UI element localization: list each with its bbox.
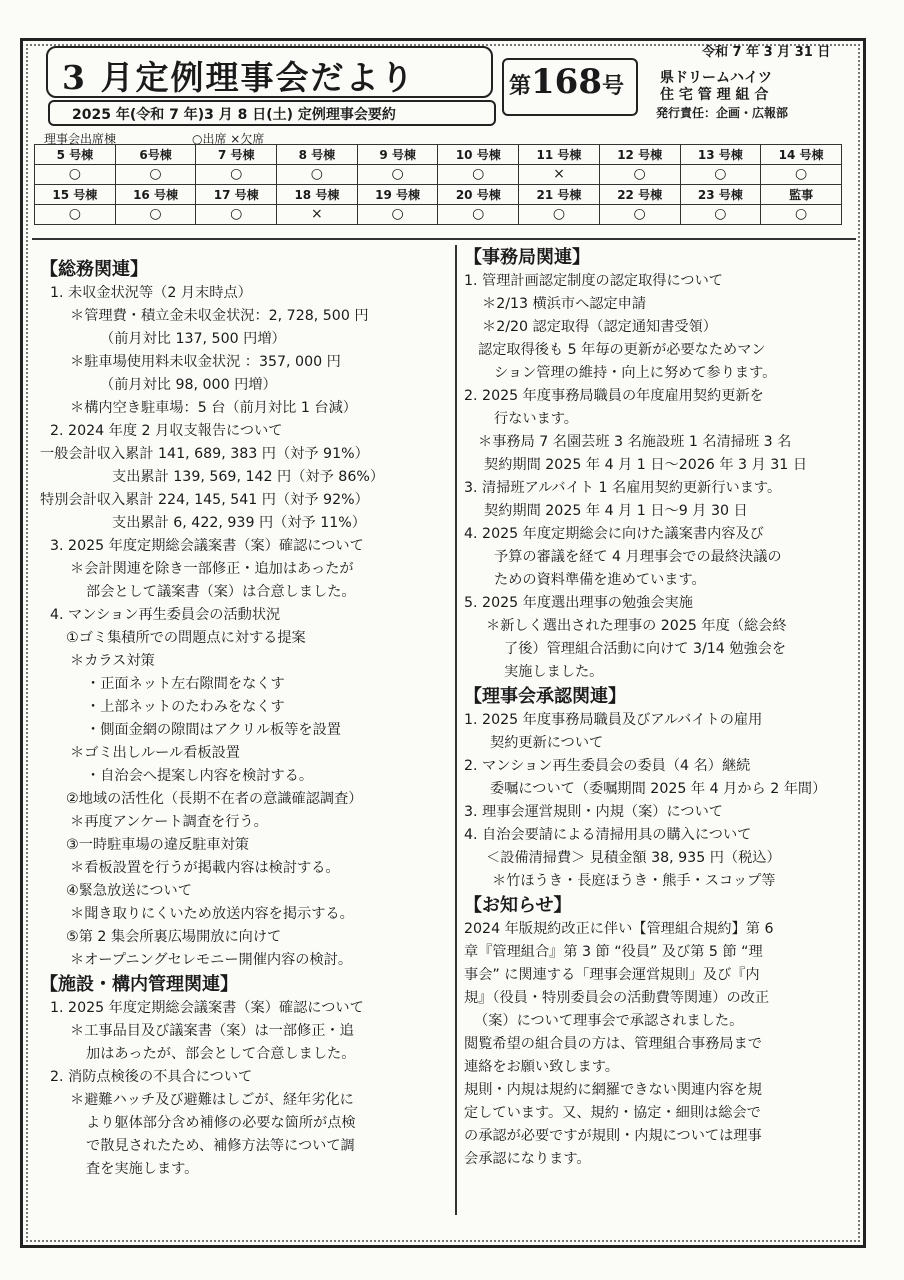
text-line: 一般会計収入累計 141, 689, 383 円（対予 91%）: [40, 446, 369, 462]
text-line: 3. 2025 年度定期総会議案書（案）確認について: [50, 538, 364, 554]
building-name: 11 号棟: [519, 145, 600, 165]
text-line: ＊工事品目及び議案書（案）は一部修正・追: [70, 1023, 354, 1039]
section-divider: [32, 238, 856, 240]
text-line: ①ゴミ集積所での問題点に対する提案: [66, 630, 306, 646]
text-line: 加はあったが、部会として合意しました。: [86, 1046, 356, 1062]
attendance-mark: ×: [277, 205, 358, 225]
text-line: 2. マンション再生委員会の委員（4 名）継続: [464, 758, 751, 774]
building-name: 19 号棟: [357, 185, 438, 205]
text-line: 2. 2024 年度 2 月収支報告について: [50, 423, 283, 439]
text-line: 事会” に関連する「理事会運営規則」及び『内: [464, 967, 760, 983]
organization-name: 県ドリームハイツ 住 宅 管 理 組 合: [660, 70, 772, 103]
text-line: 4. 2025 年度定期総会に向けた議案書内容及び: [464, 526, 764, 542]
text-line: 4. 自治会要請による清掃用具の購入について: [464, 827, 752, 843]
building-name: 22 号棟: [599, 185, 680, 205]
attendance-mark: ○: [680, 205, 761, 225]
text-line: 規則・内規は規約に網羅できない関連内容を規: [464, 1082, 762, 1098]
building-name: 18 号棟: [277, 185, 358, 205]
building-name: 20 号棟: [438, 185, 519, 205]
text-line: ⑤第 2 集会所裏広場開放に向けて: [66, 929, 282, 945]
text-line: 部会として議案書（案）は合意しました。: [86, 584, 356, 600]
building-name: 6号棟: [115, 145, 196, 165]
text-line: ＊ゴミ出しルール看板設置: [70, 745, 240, 761]
attendance-mark: ○: [115, 165, 196, 185]
text-line: 規』（役員・特別委員会の活動費等関連）の改正: [464, 990, 770, 1006]
building-name: 9 号棟: [357, 145, 438, 165]
text-line: 会承認になります。: [464, 1151, 591, 1167]
text-line: 閲覧希望の組合員の方は、管理組合事務局まで: [464, 1036, 762, 1052]
text-line: 1. 2025 年度定期総会議案書（案）確認について: [50, 1000, 364, 1016]
text-line: 査を実施します。: [86, 1161, 199, 1177]
attendance-mark: ○: [599, 165, 680, 185]
attendance-mark: ○: [115, 205, 196, 225]
text-line: 1. 未収金状況等（2 月末時点）: [50, 285, 252, 301]
building-name: 17 号棟: [196, 185, 277, 205]
text-line: ＊2/20 認定取得（認定通知書受領）: [482, 319, 717, 335]
text-line: ＊会計関連を除き一部修正・追加はあったが: [70, 561, 354, 577]
text-line: ための資料準備を進めています。: [494, 572, 706, 588]
text-line: 支出累計 139, 569, 142 円（対予 86%）: [112, 469, 385, 485]
text-line: ＊避難ハッチ及び避難はしごが、経年劣化に: [70, 1092, 354, 1108]
attendance-mark: ○: [196, 165, 277, 185]
text-line: 3. 清掃班アルバイト 1 名雇用契約更新行います。: [464, 480, 782, 496]
text-line: 特別会計収入累計 224, 145, 541 円（対予 92%）: [40, 492, 369, 508]
text-line: 2. 2025 年度事務局職員の年度雇用契約更新を: [464, 388, 764, 404]
section-heading: 【理事会承認関連】: [464, 686, 626, 707]
text-line: 予算の審議を経て 4 月理事会での最終決議の: [494, 549, 782, 565]
text-line: 行ないます。: [494, 411, 578, 427]
attendance-mark: ○: [761, 165, 842, 185]
text-line: 契約更新について: [490, 735, 604, 751]
text-line: ・側面金網の隙間はアクリル板等を設置: [86, 722, 341, 738]
attendance-mark: ○: [357, 205, 438, 225]
building-name: 7 号棟: [196, 145, 277, 165]
building-name: 8 号棟: [277, 145, 358, 165]
attendance-caption: 理事会出席棟 ○出席 ×欠席: [44, 132, 265, 146]
text-line: 1. 2025 年度事務局職員及びアルバイトの雇用: [464, 712, 763, 728]
text-line: 3. 理事会運営規則・内規（案）について: [464, 804, 723, 820]
text-line: 認定取得後も 5 年毎の更新が必要なためマン: [478, 342, 766, 358]
text-line: 実施しました。: [504, 664, 604, 680]
building-name: 監事: [761, 185, 842, 205]
text-line: ＊事務局 7 名園芸班 3 名施設班 1 名清掃班 3 名: [478, 434, 792, 450]
column-divider: [455, 245, 457, 1215]
right-column: [464, 245, 856, 1171]
text-line: ②地域の活性化（長期不在者の意識確認調査）: [66, 791, 363, 807]
text-line: ＊2/13 横浜市へ認定申請: [482, 296, 647, 312]
section-heading: 【事務局関連】: [464, 247, 590, 268]
attendance-mark: ○: [196, 205, 277, 225]
text-line: 契約期間 2025 年 4 月 1 日〜9 月 30 日: [484, 503, 748, 519]
building-name: 16 号棟: [115, 185, 196, 205]
text-line: 2024 年版規約改正に伴い【管理組合規約】第 6: [464, 921, 774, 937]
text-line: ＊新しく選出された理事の 2025 年度（総会終: [486, 618, 787, 634]
text-line: 契約期間 2025 年 4 月 1 日〜2026 年 3 月 31 日: [484, 457, 808, 473]
text-line: ・自治会へ提案し内容を検討する。: [86, 768, 314, 784]
text-line: ＊管理費・積立金未収金状況：2, 728, 500 円: [70, 308, 369, 324]
building-name: 12 号棟: [599, 145, 680, 165]
text-line: （案）について理事会で承認されました。: [474, 1013, 744, 1029]
attendance-mark: ○: [357, 165, 438, 185]
text-line: 連絡をお願い致します。: [464, 1059, 619, 1075]
publisher-responsible: 発行責任：企画・広報部: [656, 106, 789, 120]
text-line: より躯体部分含め補修の必要な箇所が点検: [86, 1115, 356, 1131]
text-line: 章『管理組合』第 3 節 “役員” 及び第 5 節 “理: [464, 944, 763, 960]
building-name: 13 号棟: [680, 145, 761, 165]
text-line: ＊カラス対策: [70, 653, 155, 669]
building-name: 23 号棟: [680, 185, 761, 205]
attendance-mark: ○: [35, 165, 116, 185]
text-line: 1. 管理計画認定制度の認定取得について: [464, 273, 723, 289]
section-heading: 【お知らせ】: [464, 895, 572, 916]
building-name: 15 号棟: [35, 185, 116, 205]
issue-date: 令和 7 年 3 月 31 日: [702, 45, 831, 60]
text-line: （前月対比 98, 000 円増）: [100, 377, 277, 393]
section-heading: 【総務関連】: [40, 259, 148, 280]
attendance-mark: ○: [519, 205, 600, 225]
attendance-mark: ○: [35, 205, 116, 225]
text-line: 2. 消防点検後の不具合について: [50, 1069, 253, 1085]
left-column: [40, 257, 450, 1181]
attendance-mark: ○: [277, 165, 358, 185]
text-line: ③一時駐車場の違反駐車対策: [66, 837, 249, 853]
newsletter-title: 3 月定例理事会だより: [62, 58, 416, 97]
text-line: 定しています。又、規約・協定・細則は総会で: [464, 1105, 761, 1121]
text-line: ＊駐車場使用料未収金状況 ：357, 000 円: [70, 354, 341, 370]
text-line: ＊竹ほうき・長庭ほうき・熊手・スコップ等: [492, 873, 776, 889]
attendance-mark: ○: [438, 205, 519, 225]
text-line: ＊看板設置を行うが掲載内容は検討する。: [70, 860, 340, 876]
issue-number: 第168号: [509, 62, 625, 102]
attendance-table: [34, 144, 842, 225]
text-line: 支出累計 6, 422, 939 円（対予 11%）: [112, 515, 366, 531]
text-line: ＜設備清掃費＞ 見積金額 38, 935 円（税込）: [486, 850, 781, 866]
text-line: 了後）管理組合活動に向けて 3/14 勉強会を: [504, 641, 787, 657]
text-line: ＊再度アンケート調査を行う。: [70, 814, 268, 830]
text-line: ・上部ネットのたわみをなくす: [86, 699, 285, 715]
text-line: で散見されたため、補修方法等について調: [86, 1138, 355, 1154]
text-line: の承認が必要ですが規則・内規については理事: [464, 1128, 762, 1144]
text-line: 4. マンション再生委員会の活動状況: [50, 607, 281, 623]
attendance-mark: ×: [519, 165, 600, 185]
attendance-mark: ○: [599, 205, 680, 225]
text-line: ・正面ネット左右隙間をなくす: [86, 676, 285, 692]
text-line: ＊構内空き駐車場：5 台（前月対比 1 台減）: [70, 400, 357, 416]
text-line: ④緊急放送について: [66, 883, 192, 899]
text-line: 5. 2025 年度選出理事の勉強会実施: [464, 595, 693, 611]
text-line: （前月対比 137, 500 円増）: [100, 331, 286, 347]
text-line: ション管理の維持・向上に努めて参ります。: [494, 365, 777, 381]
building-name: 10 号棟: [438, 145, 519, 165]
building-name: 14 号棟: [761, 145, 842, 165]
attendance-mark: ○: [438, 165, 519, 185]
attendance-mark: ○: [680, 165, 761, 185]
building-name: 5 号棟: [35, 145, 116, 165]
text-line: ＊聞き取りにくいため放送内容を掲示する。: [70, 906, 354, 922]
meeting-subtitle: 2025 年(令和 7 年)3 月 8 日(土) 定例理事会要約: [72, 107, 396, 123]
attendance-mark: ○: [761, 205, 842, 225]
building-name: 21 号棟: [519, 185, 600, 205]
text-line: ＊オープニングセレモニー開催内容の検討。: [70, 952, 353, 968]
text-line: 委嘱について（委嘱期間 2025 年 4 月から 2 年間）: [490, 781, 827, 797]
attendance-legend: ○出席 ×欠席: [192, 132, 265, 146]
section-heading: 【施設・構内管理関連】: [40, 974, 238, 995]
